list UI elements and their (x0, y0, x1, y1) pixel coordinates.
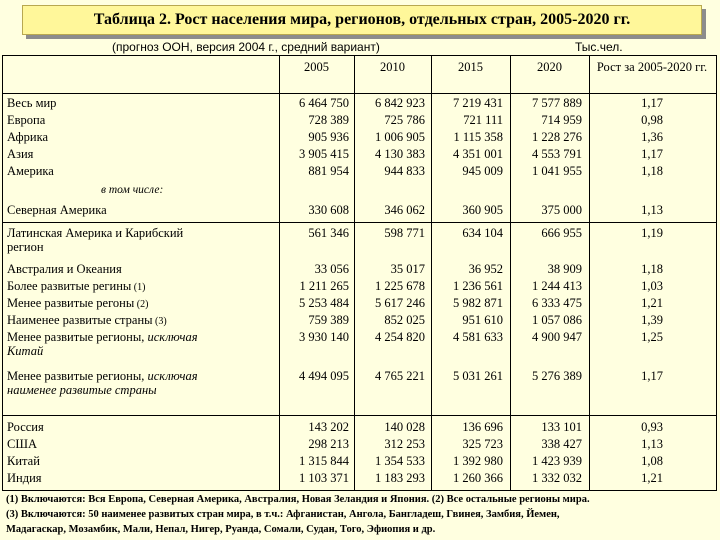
table-cell: 905 936 (308, 130, 349, 144)
row-label: Менее развитые регоны (2) (7, 296, 149, 310)
table-cell: 666 955 (541, 226, 582, 240)
table-cell: 1,36 (641, 130, 663, 144)
row-label: Европа (7, 113, 46, 127)
header-2020: 2020 (537, 60, 562, 74)
row-label: Менее развитые регионы, исключая наименее развитые страны (7, 369, 198, 397)
table-cell: 881 954 (308, 164, 349, 178)
table-cell: 1 006 905 (375, 130, 425, 144)
header-2015: 2015 (458, 60, 483, 74)
table-cell: 1,39 (641, 313, 663, 327)
table-cell: 0,93 (641, 420, 663, 434)
table-cell: 7 577 889 (532, 96, 582, 110)
table-cell: 6 333 475 (532, 296, 582, 310)
table-cell: 360 905 (462, 203, 503, 217)
table-cell: 1 315 844 (299, 454, 349, 468)
table-cell: 728 389 (308, 113, 349, 127)
table-cell: 7 219 431 (453, 96, 503, 110)
table-cell: 1,08 (641, 454, 663, 468)
table-cell: 4 900 947 (532, 330, 582, 344)
row-label: Россия (7, 420, 44, 434)
table-cell: 325 723 (462, 437, 503, 451)
table-cell: 4 351 001 (453, 147, 503, 161)
table-cell: 1,18 (641, 262, 663, 276)
table-cell: 634 104 (462, 226, 503, 240)
table-cell: 133 101 (541, 420, 582, 434)
table-cell: 1,13 (641, 203, 663, 217)
table-cell: 3 905 415 (299, 147, 349, 161)
header-growth: Рост за 2005-2020 гг. (596, 60, 708, 74)
table-cell: 1 228 276 (532, 130, 582, 144)
table-cell: 1 236 561 (453, 279, 503, 293)
row-divider (3, 93, 716, 94)
table-cell: 1 260 366 (453, 471, 503, 485)
table-cell: 143 202 (308, 420, 349, 434)
table-cell: 1,25 (641, 330, 663, 344)
row-label: Более развитые регины (1) (7, 279, 146, 293)
row-label: Северная Америка (7, 203, 107, 217)
table-cell: 4 130 383 (375, 147, 425, 161)
table-cell: 1,18 (641, 164, 663, 178)
table-cell: 35 017 (390, 262, 425, 276)
table-cell: 3 930 140 (299, 330, 349, 344)
row-label: Латинская Америка и Карибский регион (7, 226, 184, 254)
table-cell: 1 115 358 (453, 130, 503, 144)
table-cell: 1 183 293 (375, 471, 425, 485)
table-cell: 1,17 (641, 369, 663, 383)
table-title (22, 5, 702, 35)
table-cell: 5 253 484 (299, 296, 349, 310)
table-cell: 4 765 221 (375, 369, 425, 383)
header-2005: 2005 (304, 60, 329, 74)
population-table (2, 55, 717, 491)
table-cell: 5 617 246 (375, 296, 425, 310)
table-cell: 1,13 (641, 437, 663, 451)
row-label: США (7, 437, 37, 451)
table-cell: 1 423 939 (532, 454, 582, 468)
footnote-1: (1) Включаются: Вся Европа, Северная Америка, Австралия, Новая Зеландия и Япония. (2) Все остальные регионы мира. (6, 494, 590, 505)
table-subtitle: (прогноз ООН, версия 2004 г., средний вариант) (112, 40, 380, 54)
subheader-including: в том числе: (101, 184, 164, 196)
table-cell: 714 959 (541, 113, 582, 127)
table-cell: 1 057 086 (532, 313, 582, 327)
table-cell: 338 427 (541, 437, 582, 451)
table-cell: 140 028 (384, 420, 425, 434)
row-label: Китай (7, 454, 40, 468)
footnote-3: Мадагаскар, Мозамбик, Мали, Непал, Нигер, Руанда, Сомали, Судан, Того, Эфиопия и др. (6, 524, 436, 535)
table-title-text: Таблица 2. Рост населения мира, регионов, отдельных стран, 2005-2020 гг. (93, 11, 631, 28)
table-cell: 1 211 265 (299, 279, 349, 293)
table-cell: 36 952 (468, 262, 503, 276)
table-cell: 945 009 (462, 164, 503, 178)
row-label: Менее развитые регионы, исключая Китай (7, 330, 198, 358)
table-cell: 1,19 (641, 226, 663, 240)
row-label: Америка (7, 164, 54, 178)
table-cell: 1,17 (641, 96, 663, 110)
footnotes (6, 492, 712, 537)
table-cell: 725 786 (384, 113, 425, 127)
table-cell: 136 696 (462, 420, 503, 434)
table-cell: 944 833 (384, 164, 425, 178)
table-cell: 33 056 (314, 262, 349, 276)
table-cell: 721 111 (463, 113, 503, 127)
header-2010: 2010 (380, 60, 405, 74)
table-cell: 5 982 871 (453, 296, 503, 310)
table-cell: 375 000 (541, 203, 582, 217)
table-cell: 1 392 980 (453, 454, 503, 468)
row-label: Индия (7, 471, 42, 485)
table-cell: 4 494 095 (299, 369, 349, 383)
row-divider (3, 415, 716, 416)
table-cell: 1 332 032 (532, 471, 582, 485)
row-divider (3, 222, 716, 223)
table-cell: 4 553 791 (532, 147, 582, 161)
table-cell: 852 025 (384, 313, 425, 327)
table-cell: 598 771 (384, 226, 425, 240)
table-cell: 6 842 923 (375, 96, 425, 110)
table-cell: 38 909 (547, 262, 582, 276)
table-cell: 4 254 820 (375, 330, 425, 344)
table-cell: 346 062 (384, 203, 425, 217)
table-cell: 298 213 (308, 437, 349, 451)
row-label: Африка (7, 130, 49, 144)
table-cell: 1 225 678 (375, 279, 425, 293)
row-label: Австралия и Океания (7, 262, 122, 276)
units-label: Тыс.чел. (575, 40, 623, 54)
table-cell: 1,21 (641, 471, 663, 485)
table-cell: 1 103 371 (299, 471, 349, 485)
table-cell: 561 346 (308, 226, 349, 240)
table-cell: 1,21 (641, 296, 663, 310)
table-cell: 1 041 955 (532, 164, 582, 178)
table-cell: 6 464 750 (299, 96, 349, 110)
table-cell: 1 244 413 (532, 279, 582, 293)
row-label: Наименее развитые страны (3) (7, 313, 167, 327)
table-cell: 0,98 (641, 113, 663, 127)
table-cell: 5 276 389 (532, 369, 582, 383)
footnote-2: (3) Включаются: 50 наименее развитых стран мира, в т.ч.: Афганистан, Ангола, Бангладеш, Гвинея, Замбия, Йемен, (6, 509, 560, 520)
table-cell: 951 610 (462, 313, 503, 327)
row-label: Весь мир (7, 96, 57, 110)
table-cell: 1,03 (641, 279, 663, 293)
col-divider (589, 56, 590, 490)
table-cell: 1,17 (641, 147, 663, 161)
table-cell: 759 389 (308, 313, 349, 327)
table-cell: 1 354 533 (375, 454, 425, 468)
table-cell: 5 031 261 (453, 369, 503, 383)
table-cell: 4 581 633 (453, 330, 503, 344)
table-cell: 312 253 (384, 437, 425, 451)
table-cell: 330 608 (308, 203, 349, 217)
row-label: Азия (7, 147, 34, 161)
